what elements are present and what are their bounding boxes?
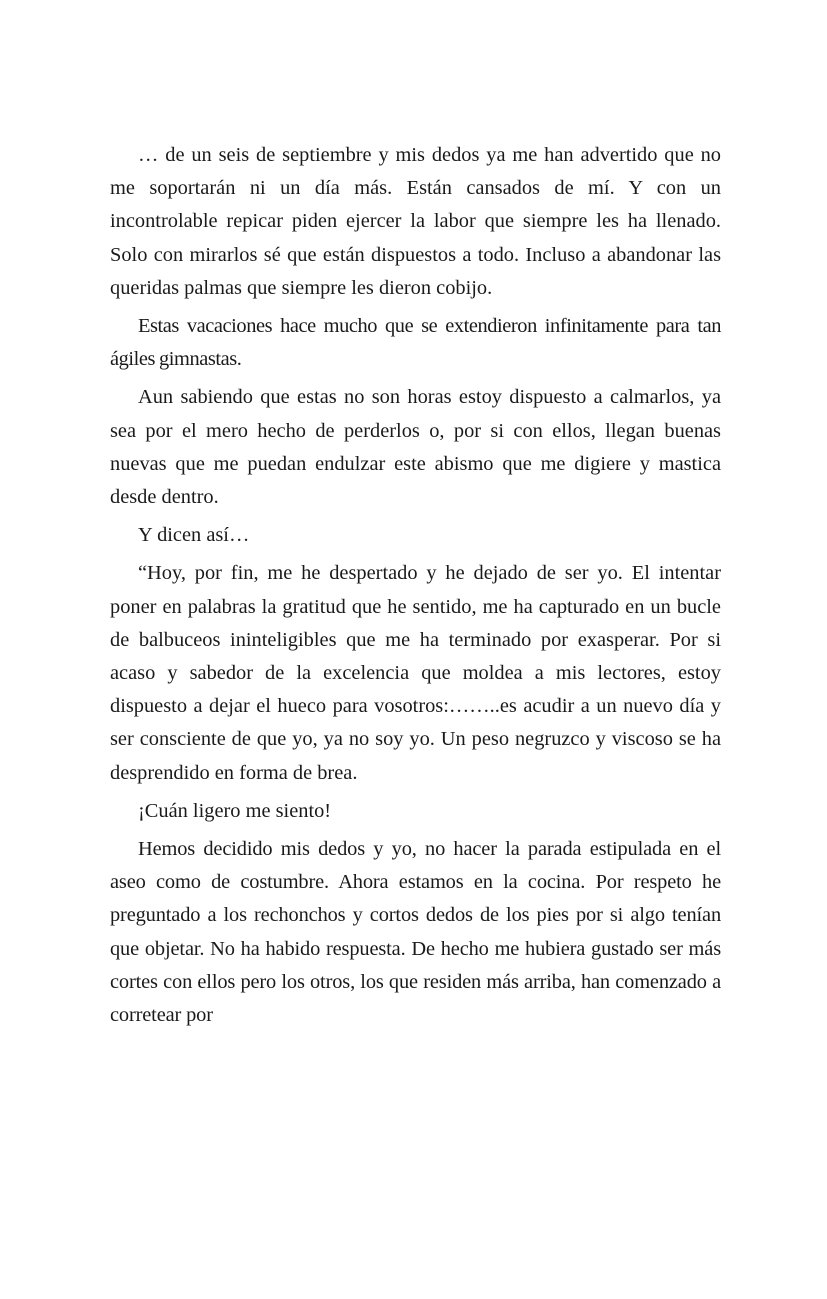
body-paragraph: Estas vacaciones hace mucho que se extendieron infinitamente para tan ágiles gimnastas. [110, 315, 721, 371]
body-paragraph: … de un seis de septiembre y mis dedos ya me han advertido que no me soportarán ni un día más. Están cansados de mí. Y con un incontrolable repicar piden ejercer la labor que siempre les ha llenado. Solo con mirarlos sé que están dispuestos a todo. Incluso a abandonar las queridas palmas que siempre les dieron cobijo. [110, 144, 721, 299]
body-paragraph: “Hoy, por fin, me he despertado y he dejado de ser yo. El intentar poner en palabras la gratitud que he sentido, me ha capturado en un bucle de balbuceos ininteligibles que me ha terminado por exasperar. Por si acaso y sabedor de la excelencia que moldea a mis lectores, estoy dispuesto a dejar el hueco para vosotros:……..es acudir a un nuevo día y ser consciente de que yo, ya no soy yo. Un peso negruzco y viscoso se ha desprendido en forma de brea. [110, 562, 721, 784]
body-paragraph: ¡Cuán ligero me siento! [138, 799, 332, 822]
body-paragraph: Hemos decidido mis dedos y yo, no hacer la parada estipulada en el aseo como de costumbre. Ahora estamos en la cocina. Por respeto he preguntado a los rechonchos y cortos dedos de los pies por si algo tenían que objetar. No ha habido respuesta. De hecho me hubiera gustado ser más cortes con ellos pero los otros, los que residen más arriba, han comenzado a corretear por [110, 838, 721, 1027]
body-paragraph: Aun sabiendo que estas no son horas estoy dispuesto a calmarlos, ya sea por el mero hecho de perderlos o, por si con ellos, llegan buenas nuevas que me puedan endulzar este abismo que me digiere y mastica desde dentro. [110, 386, 721, 509]
body-text-block [110, 139, 721, 1032]
body-paragraph: Y dicen así… [138, 524, 250, 547]
